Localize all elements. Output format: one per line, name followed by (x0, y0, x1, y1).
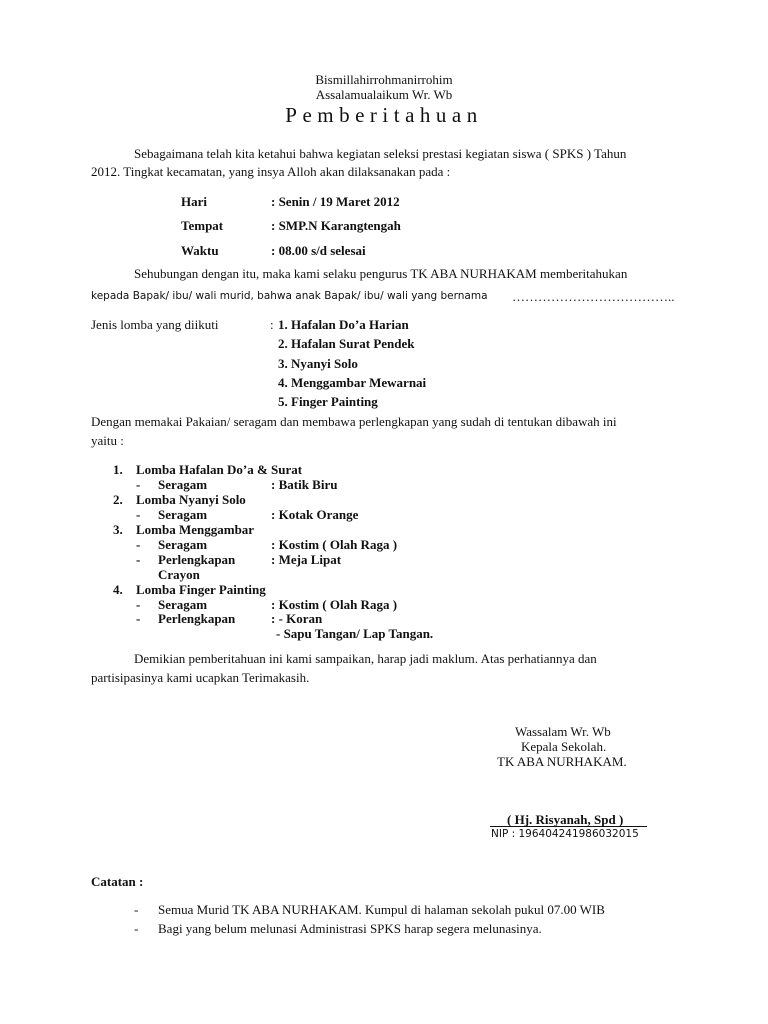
signature-name: ( Hj. Risyanah, Spd ) (507, 812, 624, 827)
req-4-number: 4. (113, 582, 123, 597)
req-3-number: 3. (113, 522, 123, 537)
note-2-text: Bagi yang belum melunasi Administrasi SPKS harap segera melunasinya. (158, 921, 542, 936)
req-4-extra: - Sapu Tangan/ Lap Tangan. (276, 626, 434, 641)
req-3-title: Lomba Menggambar (136, 522, 255, 537)
page-title: Pemberitahuan (285, 103, 483, 127)
req-2-number: 2. (113, 492, 123, 507)
req-4-perlengkapan-value: : - Koran (271, 611, 323, 626)
req-4-title: Lomba Finger Painting (136, 582, 266, 597)
greeting-bismillah: Bismillahirrohmanirrohim (315, 72, 453, 87)
competition-item-2: 2. Hafalan Surat Pendek (278, 336, 415, 351)
signature-line (490, 826, 647, 827)
req-4-dash-2: - (136, 611, 141, 626)
req-4-dash-1: - (136, 597, 141, 612)
req-3-perlengkapan-label: Perlengkapan (158, 552, 236, 567)
competition-item-3: 3. Nyanyi Solo (278, 356, 358, 371)
competition-item-4: 4. Menggambar Mewarnai (278, 375, 427, 390)
req-3-extra: Crayon (158, 567, 200, 582)
competition-item-5: 5. Finger Painting (278, 394, 378, 409)
note-1-dash: - (134, 902, 139, 917)
schedule-label-tempat: Tempat (181, 218, 224, 233)
req-3-seragam-value: : Kostim ( Olah Raga ) (271, 537, 398, 552)
note-1-text: Semua Murid TK ABA NURHAKAM. Kumpul di halaman sekolah pukul 07.00 WIB (158, 902, 605, 917)
para3-line-2: yaitu : (91, 433, 124, 448)
closing-line-2: partisipasinya kami ucapkan Terimakasih. (91, 670, 310, 685)
req-1-number: 1. (113, 462, 123, 477)
closing-line-1: Demikian pemberitahuan ini kami sampaikan, harap jadi maklum. Atas perhatiannya dan (134, 651, 597, 666)
intro-line-2: 2012. Tingkat kecamatan, yang insya Alloh akan dilaksanakan pada : (91, 164, 451, 179)
note-2-dash: - (134, 921, 139, 936)
intro-line-1: Sebagaimana telah kita ketahui bahwa kegiatan seleksi prestasi kegiatan siswa ( SPKS ) Tahun (134, 146, 627, 161)
signature-role: Kepala Sekolah. (521, 739, 607, 754)
greeting-salam: Assalamualaikum Wr. Wb (315, 87, 453, 102)
req-2-seragam-value: : Kotak Orange (271, 507, 359, 522)
signature-school: TK ABA NURHAKAM. (497, 754, 627, 769)
req-3-seragam-label: Seragam (158, 537, 208, 552)
req-1-dash: - (136, 477, 141, 492)
req-2-dash: - (136, 507, 141, 522)
req-4-seragam-label: Seragam (158, 597, 208, 612)
schedule-label-hari: Hari (181, 194, 207, 209)
para2-line-2: kepada Bapak/ ibu/ wali murid, bahwa anak Bapak/ ibu/ wali yang bernama (91, 290, 488, 302)
signature-salam: Wassalam Wr. Wb (515, 724, 611, 739)
schedule-value-hari: : Senin / 19 Maret 2012 (271, 194, 400, 209)
para2-line-1: Sehubungan dengan itu, maka kami selaku pengurus TK ABA NURHAKAM memberitahukan (134, 266, 628, 281)
req-2-seragam-label: Seragam (158, 507, 208, 522)
req-4-perlengkapan-label: Perlengkapan (158, 611, 236, 626)
req-3-perlengkapan-value: : Meja Lipat (271, 552, 342, 567)
schedule-value-tempat: : SMP.N Karangtengah (271, 218, 401, 233)
name-blank-dots: ……………………………….. (512, 289, 675, 304)
req-2-title: Lomba Nyanyi Solo (136, 492, 246, 507)
notes-label: Catatan : (91, 874, 144, 889)
req-1-title: Lomba Hafalan Do’a & Surat (136, 462, 303, 477)
req-4-seragam-value: : Kostim ( Olah Raga ) (271, 597, 398, 612)
req-1-seragam-label: Seragam (158, 477, 208, 492)
schedule-label-waktu: Waktu (181, 243, 219, 258)
competition-item-1: 1. Hafalan Do’a Harian (278, 317, 409, 332)
req-3-dash-2: - (136, 552, 141, 567)
schedule-value-waktu: : 08.00 s/d selesai (271, 243, 366, 258)
signature-nip: NIP : 196404241986032015 (491, 828, 639, 840)
para3-line-1: Dengan memakai Pakaian/ seragam dan membawa perlengkapan yang sudah di tentukan dibawah ini (91, 414, 617, 429)
req-1-seragam-value: : Batik Biru (271, 477, 338, 492)
req-3-dash-1: - (136, 537, 141, 552)
competitions-colon: : (270, 317, 274, 332)
competitions-label: Jenis lomba yang diikuti (91, 317, 219, 332)
